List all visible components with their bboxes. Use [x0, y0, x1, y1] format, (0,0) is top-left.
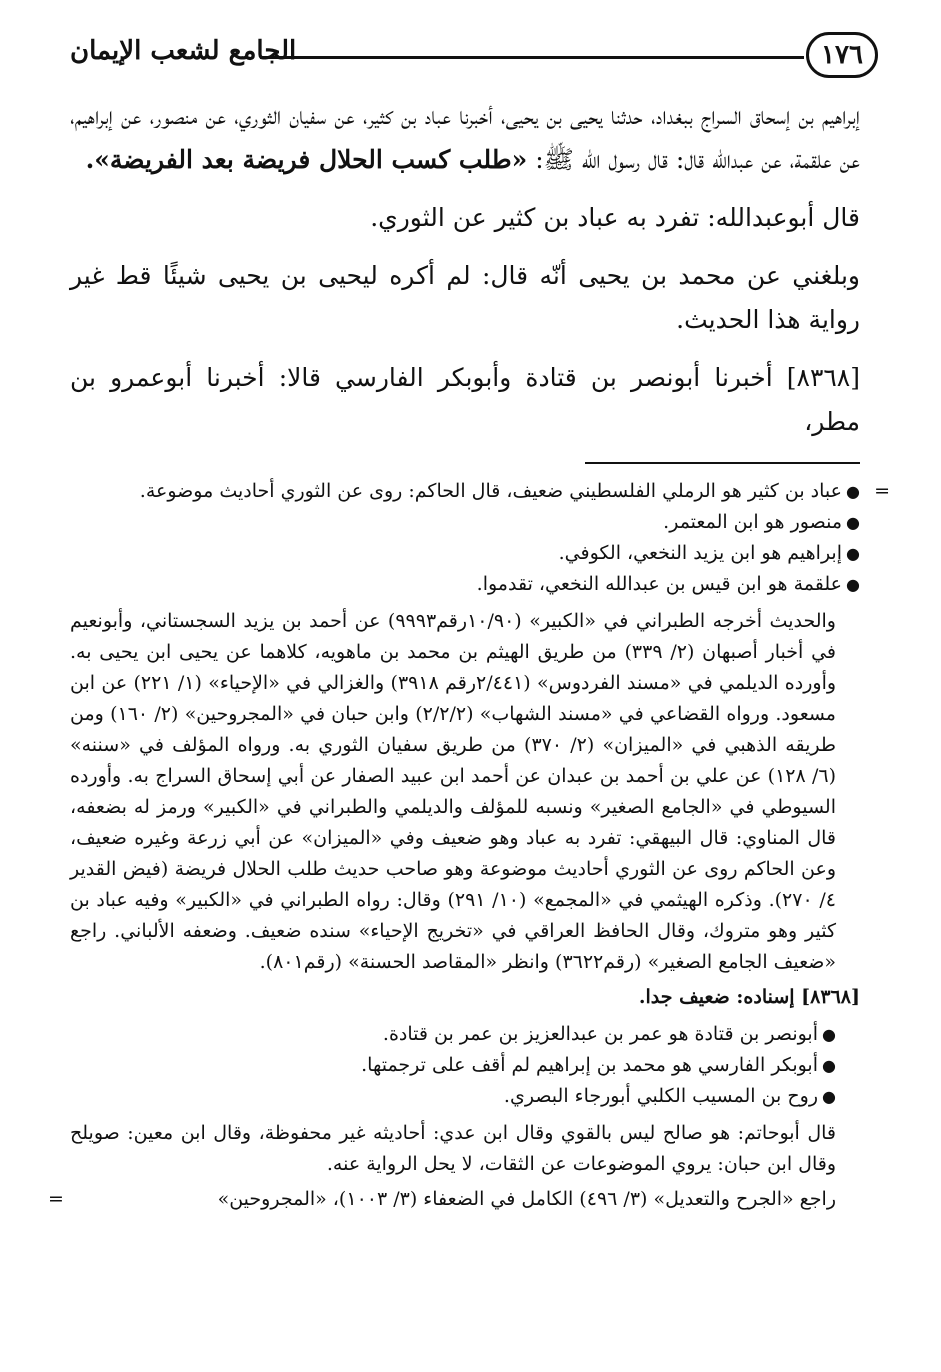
bullet-icon: ● — [822, 1025, 836, 1044]
main-paragraph: قال أبوعبدالله: تفرد به عباد بن كثير عن الثوري. — [370, 203, 860, 232]
continuation-mark: = — [874, 480, 890, 502]
isnad-text: إبراهيم بن إسحاق السراج ببغداد، حدثنا يحيى بن يحيى، أخبرنا عباد بن كثير، عن سفيان الثوري، عن منصور، عن إبراهيم، عن علقمة، عن عبدالله قال: قال رسول الله ﷺ: — [70, 101, 860, 174]
footnote-last-line — [48, 1184, 836, 1215]
narrator-criticism-paragraph: قال أبوحاتم: هو صالح ليس بالقوي وقال ابن عدي: أحاديثه غير محفوظة، وقال ابن معين: صويلح وقال ابن حبان: يروي الموضوعات عن الثقات، لا يحل الرواية عنه. — [70, 1122, 837, 1175]
bullet-icon: ● — [846, 513, 860, 532]
list-item: ● أبوبكر الفارسي هو محمد بن إبراهيم لم أقف على ترجمتها. — [70, 1050, 836, 1081]
main-paragraph: [٨٣٦٨] أخبرنا أبونصر بن قتادة وأبوبكر الفارسي قالا: أخبرنا أبوعمرو بن مطر، — [70, 363, 860, 436]
list-item: ● روح بن المسيب الكلبي أبورجاء البصري. — [70, 1081, 836, 1112]
main-paragraph — [70, 94, 860, 182]
bullet-icon: ● — [846, 575, 860, 594]
footnotes — [48, 476, 890, 1215]
reference-line: راجع «الجرح والتعديل» (٣/ ٤٩٦) الكامل في الضعفاء (٣/ ١٠٠٣)، «المجروحين» — [217, 1188, 836, 1210]
narrator-list — [70, 476, 860, 600]
main-paragraph: وبلغني عن محمد بن يحيى أنّه قال: لم أكره ليحيى بن يحيى شيئًا قط غير رواية هذا الحديث. — [70, 261, 860, 334]
takhrij-paragraph: والحديث أخرجه الطبراني في «الكبير» (١٠/٩٠رقم٩٩٩٣) عن أحمد بن يزيد السجستاني، وأبونعيم في أخبار أصبهان (٢/ ٣٣٩) من طريق الهيثم بن محمد بن ماهويه، كلاهما عن يحيى ابن يحيى به. وأورده الديلمي في «مسند الفردوس» (٢/٤٤١رقم ٣٩١٨) والغزالي في «الإحياء» (١/ ٢٢١) عن ابن مسعود. ورواه القضاعي في «مسند الشهاب» (٢/٢/٢) وابن حبان في «المجروحين» (٢/ ١٦٠) ومن طريقه الذهبي في «الميزان» (٢/ ٣٧٠) من طريق سفيان الثوري به. ورواه المؤلف في «سننه» (٦/ ١٢٨) عن علي بن أحمد بن عبدان عن أحمد ابن عبيد الصفار عن أبي إسحاق السراج به. وأورده السيوطي في «الجامع الصغير» ونسبه للمؤلف والديلمي والطبراني في «الكبير» ورمز له بضعفه، قال المناوي: قال البيهقي: تفرد به عباد وهو ضعيف وفي «الميزان» عن أبي زرعة وغيره ضعيف، وعن الحاكم روى عن الثوري أحاديث موضوعة وهو صاحب حديث طلب الحلال فريضة (فيض القدير ٤/ ٢٧٠). وذكره الهيثمي في «المجمع» (١٠/ ٢٩١) وقال: رواه الطبراني في «الكبير» وفيه عباد بن كثير وهو متروك، وقال الحافظ العراقي في «تخريج الإحياء» سنده ضعيف. وضعفه الألباني. راجع «ضعيف الجامع الصغير» (رقم٣٦٢٢) وانظر «المقاصد الحسنة» (رقم٨٠١). — [70, 610, 837, 973]
bullet-icon: ● — [846, 544, 860, 563]
footnote-continuation — [70, 476, 890, 600]
header-rule — [260, 56, 804, 59]
bullet-icon: ● — [822, 1056, 836, 1075]
hadith-text: «طلب كسب الحلال فريضة بعد الفريضة». — [85, 145, 528, 174]
bullet-icon: ● — [822, 1087, 836, 1106]
continuation-mark: = — [48, 1188, 64, 1210]
footnote-divider — [585, 462, 860, 464]
isnad-heading: [٨٣٦٨] إسناده: ضعيف جدا. — [638, 986, 860, 1008]
list-item: ● علقمة هو ابن قيس بن عبدالله النخعي، تقدموا. — [70, 569, 860, 600]
book-title: الجامع لشعب الإيمان — [70, 36, 297, 66]
list-item: ● إبراهيم هو ابن يزيد النخعي، الكوفي. — [70, 538, 860, 569]
narrator-list — [70, 1019, 836, 1112]
book-page — [48, 30, 890, 1215]
list-item: ● منصور هو ابن المعتمر. — [70, 507, 860, 538]
page-number: ١٧٦ — [806, 32, 878, 78]
list-item: ● أبونصر بن قتادة هو عمر بن عبدالعزيز بن عمر بن قتادة. — [70, 1019, 836, 1050]
list-item: ● عباد بن كثير هو الرملي الفلسطيني ضعيف، قال الحاكم: روى عن الثوري أحاديث موضوعة. — [70, 476, 860, 507]
bullet-icon: ● — [846, 482, 860, 501]
page-header — [70, 30, 863, 94]
main-text — [70, 94, 860, 444]
